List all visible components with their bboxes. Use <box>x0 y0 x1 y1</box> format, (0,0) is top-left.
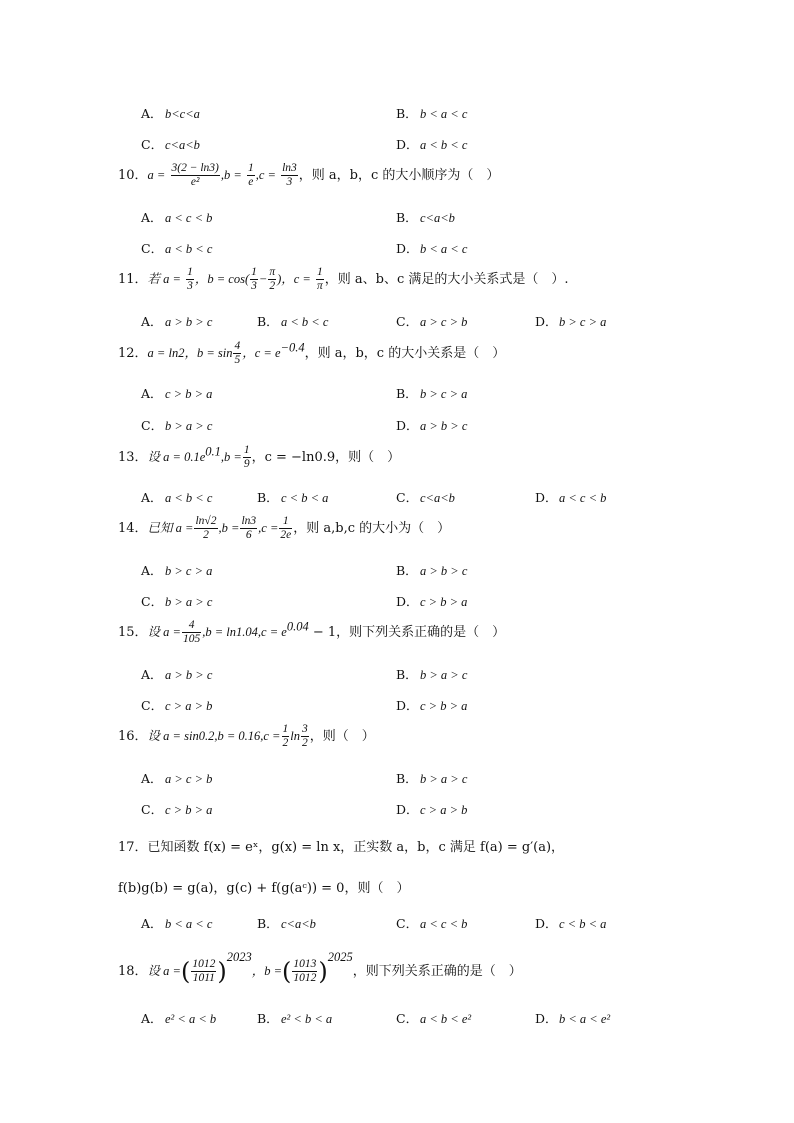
question-12: 12．a = ln2，b = sin $\frac{4}{5}$ ，$c = e^{-0.4}$，则 a，b，c 的大小关系是（ ） <box>118 340 506 366</box>
option-d: D．b < a < e² <box>535 1011 611 1026</box>
option-a: A． a > c > b <box>141 771 213 786</box>
option-d: D．a < b < c <box>396 137 468 152</box>
option-c: C． b > a > c <box>141 594 213 609</box>
question-17: 17．已知函数 f(x) = eˣ，g(x) = ln x，正实数 a，b，c 满足 f(a) = g′(a)， <box>118 840 565 855</box>
option-c: C． c > b > a <box>141 802 213 817</box>
option-a: A． b > c > a <box>141 563 213 578</box>
option-b: B． b > c > a <box>396 386 468 401</box>
option-c: C． a > c > b <box>396 314 468 329</box>
question-10: 10．a = $\frac{3(2 - \ln 3)}{\text{e²}}$ ,b = $\frac{1}{e}$ ,c = $\frac{\ln 3}{3}$ ，则 a，b，c 的大小顺序为（ ） <box>118 162 500 188</box>
option-a: A． a > b > c <box>141 667 213 682</box>
option-b: B． a > b > c <box>396 563 468 578</box>
option-b: B． c<a<b <box>396 210 455 225</box>
option-c: C． b > a > c <box>141 418 213 433</box>
option-b: B． e² < b < a <box>257 1011 333 1026</box>
option-a: A． a < b < c <box>141 490 213 505</box>
question-17-line2: f(b)g(b) = g(a)，g(c) + f(g(aᶜ)) = 0，则（ ） <box>118 881 410 896</box>
question-15: 15．设 a = $\frac{4}{105}$ $,b = \ln 1.04,c = e^{0.04} - 1$，则下列关系正确的是（ ） <box>118 619 506 645</box>
question-14: 14．已知 a = $\frac{\ln√2}{2}$ ,b = $\frac{\ln 3}{6}$ ,c = $\frac{1}{2e}$ ，则 a,b,c 的大小为（ ） <box>118 515 451 541</box>
option-c: C． a < b < e² <box>396 1011 472 1026</box>
option-b: B． c<a<b <box>257 916 316 931</box>
option-b: B． b < a < c <box>396 106 468 121</box>
option-b: B． b > a > c <box>396 667 468 682</box>
option-d: D．a < c < b <box>535 490 607 505</box>
question-18: 18．设 a =( $\frac{1012}{1011}$ )$^{2023}$，b =( $\frac{1013}{1012}$ )$^{2025}$，则下列关系正确的是（ ） <box>118 950 522 986</box>
option-c: C． a < b < c <box>141 241 213 256</box>
option-d: D．c > b > a <box>396 698 468 713</box>
option-a: A． a > b > c <box>141 314 213 329</box>
option-b: B． a < b < c <box>257 314 329 329</box>
option-a: A． a < c < b <box>141 210 213 225</box>
option-a: A． c > b > a <box>141 386 213 401</box>
option-b: B． c < b < a <box>257 490 329 505</box>
option-d: D．b < a < c <box>396 241 468 256</box>
option-a: A． e² < a < b <box>141 1011 217 1026</box>
option-c: C． a < c < b <box>396 916 468 931</box>
option-d: D．c < b < a <box>535 916 607 931</box>
option-d: D．a > b > c <box>396 418 468 433</box>
option-a: A． b < a < c <box>141 916 213 931</box>
option-c: C． c<a<b <box>141 137 200 152</box>
option-b: B． b > a > c <box>396 771 468 786</box>
option-d: D．c > b > a <box>396 594 468 609</box>
option-a: A． b<c<a <box>141 106 200 121</box>
option-c: C． c > a > b <box>141 698 213 713</box>
question-11: 11．若 a = $\frac{1}{3}$ ，b = cos( $\frac{1}{3}$ − $\frac{\pi}{2}$ )，c = $\frac{1}{\pi}$ ，则 a、b、c 满足的大小关系式是（ ）. <box>118 266 569 292</box>
option-c: C． c<a<b <box>396 490 455 505</box>
question-13: 13．设 $a = 0.1e^{0.1},b$ = $\frac{1}{9}$ ，c = −ln0.9，则（ ） <box>118 444 401 470</box>
question-16: 16．设 a = sin0.2,b = 0.16,c = $\frac{1}{2}$ ln $\frac{3}{2}$ ，则（ ） <box>118 723 375 749</box>
option-d: D．c > a > b <box>396 802 468 817</box>
option-d: D．b > c > a <box>535 314 607 329</box>
